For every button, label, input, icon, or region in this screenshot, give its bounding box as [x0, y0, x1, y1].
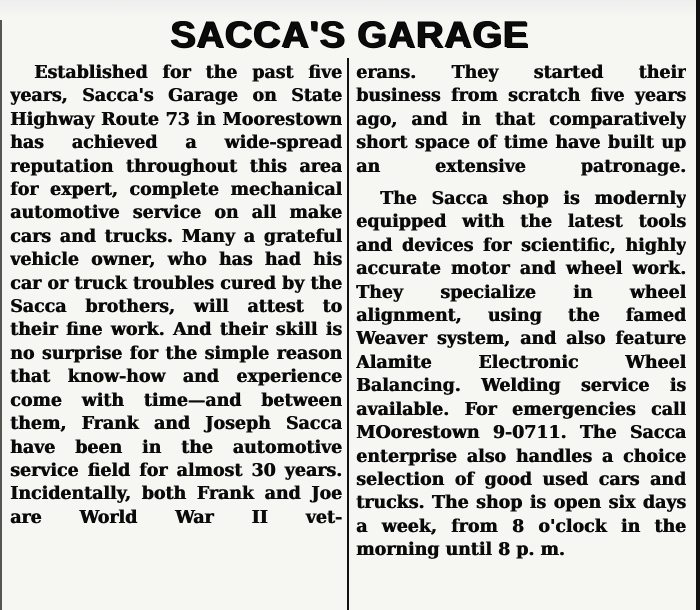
column-divider — [347, 58, 349, 610]
article-headline: SACCA'S GARAGE — [170, 14, 530, 55]
right-column — [356, 62, 686, 602]
right-edge-line — [696, 0, 700, 610]
right-column-continuation: erans. They started their business from scratch five years ago, and in that comparatively short space of time have built up an extensive patronage. — [356, 63, 686, 177]
left-column-text: Established for the past five years, Sacca's Garage on State Highway Route 73 in Moorestown has achieved a wide-spread reputation throughout this area for expert, complete mechanical automotive service on all make cars and trucks. Many a grateful vehicle owner, who has had his car or truck troubles cured by the Sacca brothers, will attest to their fine work. And their skill is no surprise for the simple reason that know-how and experience come with time—and between them, Frank and Joseph Sacca have been in the automotive service field for almost 30 years. Incidentally, both Frank and Joe are World War II vet- — [10, 63, 342, 528]
left-column — [10, 62, 342, 602]
left-edge-line — [0, 20, 2, 610]
right-column-paragraph: The Sacca shop is modernly equipped with the latest tools and devices for scientific, highly accurate motor and wheel work. They specialize in wheel alignment, using the famed Weaver system, and also feature Alamite Electronic Wheel Balancing. Welding service is available. For emergencies call MOorestown 9-0711. The Sacca enterprise also handles a choice selection of good used cars and trucks. The shop is open six days a week, from 8 o'clock in the morning until 8 p. m. — [356, 189, 686, 561]
